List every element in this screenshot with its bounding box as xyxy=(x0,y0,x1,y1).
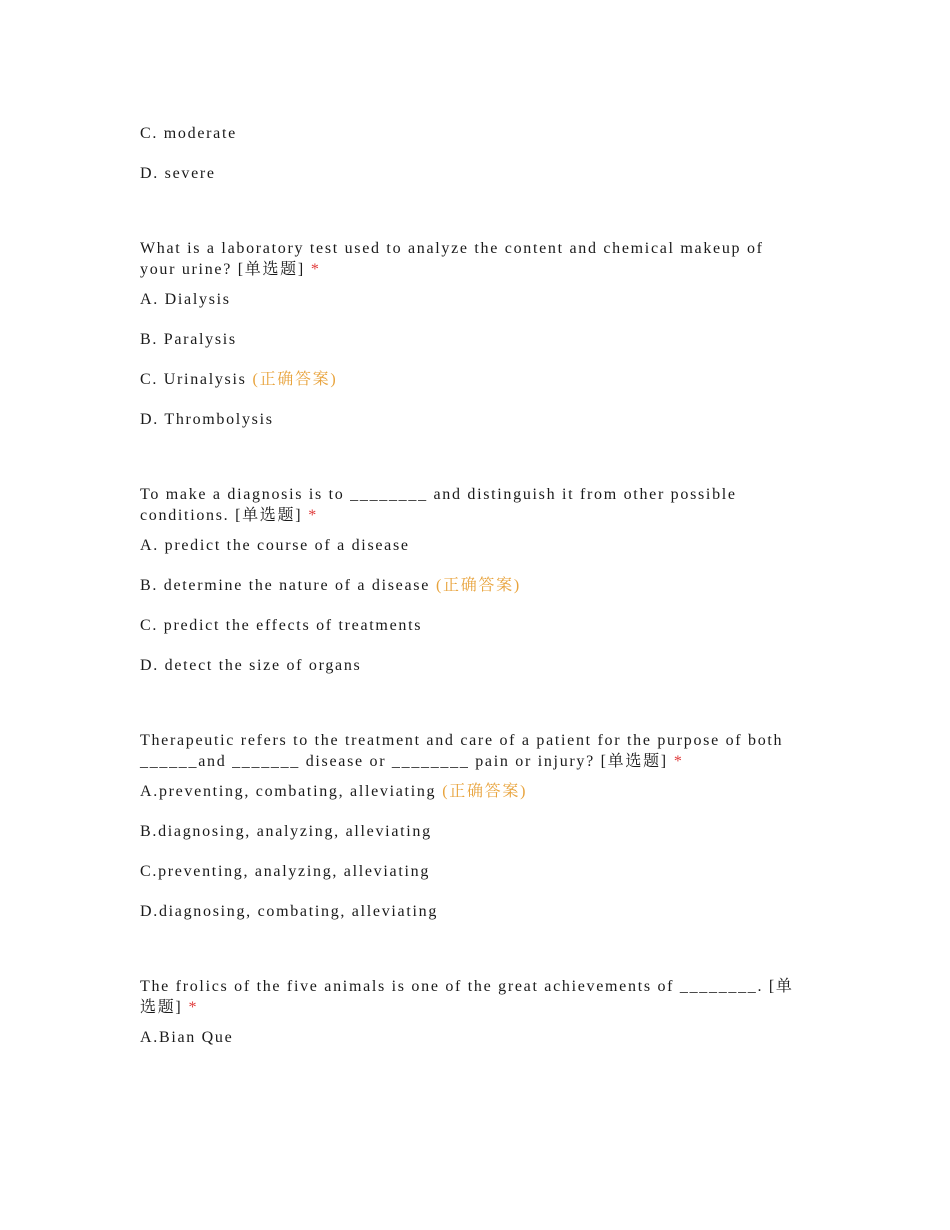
question-prompt: The frolics of the five animals is one of the great achievements of ________. [单选题] * xyxy=(140,978,794,1016)
option-d[interactable]: D. severe xyxy=(140,165,216,182)
question-block-urinalysis xyxy=(140,238,800,450)
question-block-five-animals xyxy=(140,976,800,1068)
option-c[interactable]: C.preventing, analyzing, alleviating xyxy=(140,863,431,880)
option-a[interactable]: A. Dialysis xyxy=(140,291,231,308)
question-block-therapeutic xyxy=(140,730,800,942)
option-c[interactable]: C. Urinalysis (正确答案) xyxy=(140,371,338,388)
survey-page xyxy=(140,0,800,1068)
required-asterisk: * xyxy=(310,261,321,278)
option-d[interactable]: D. detect the size of organs xyxy=(140,657,362,674)
correct-answer-mark: (正确答案) xyxy=(436,577,521,594)
option-c[interactable]: C. predict the effects of treatments xyxy=(140,617,423,634)
question-block-continued xyxy=(140,124,800,204)
option-d[interactable]: D.diagnosing, combating, alleviating xyxy=(140,903,439,920)
question-type-tag: [单选题] xyxy=(237,261,305,278)
option-a[interactable]: A. predict the course of a disease xyxy=(140,537,410,554)
option-c[interactable]: C. moderate xyxy=(140,125,237,142)
option-b[interactable]: B. Paralysis xyxy=(140,331,237,348)
option-b[interactable]: B.diagnosing, analyzing, alleviating xyxy=(140,823,432,840)
question-block-diagnosis xyxy=(140,484,800,696)
question-prompt: Therapeutic refers to the treatment and care of a patient for the purpose of both ______and _______ disease or ________ pain or injury? [单选题] * xyxy=(140,732,789,770)
question-prompt: To make a diagnosis is to ________ and distinguish it from other possible conditions. [单选题] * xyxy=(140,486,743,524)
option-a[interactable]: A.preventing, combating, alleviating (正确答案) xyxy=(140,783,528,800)
question-type-tag: [单选题] xyxy=(235,507,303,524)
question-type-tag: [单选题] xyxy=(140,978,794,1016)
correct-answer-mark: (正确答案) xyxy=(252,371,338,388)
required-asterisk: * xyxy=(308,507,318,524)
question-prompt: What is a laboratory test used to analyze the content and chemical makeup of your urine? [单选题] * xyxy=(140,240,770,278)
question-type-tag: [单选题] xyxy=(600,753,668,770)
option-a[interactable]: A.Bian Que xyxy=(140,1029,234,1046)
correct-answer-mark: (正确答案) xyxy=(442,783,528,800)
required-asterisk: * xyxy=(188,999,199,1016)
required-asterisk: * xyxy=(673,753,684,770)
option-d[interactable]: D. Thrombolysis xyxy=(140,411,274,428)
option-b[interactable]: B. determine the nature of a disease (正确答案) xyxy=(140,577,521,594)
